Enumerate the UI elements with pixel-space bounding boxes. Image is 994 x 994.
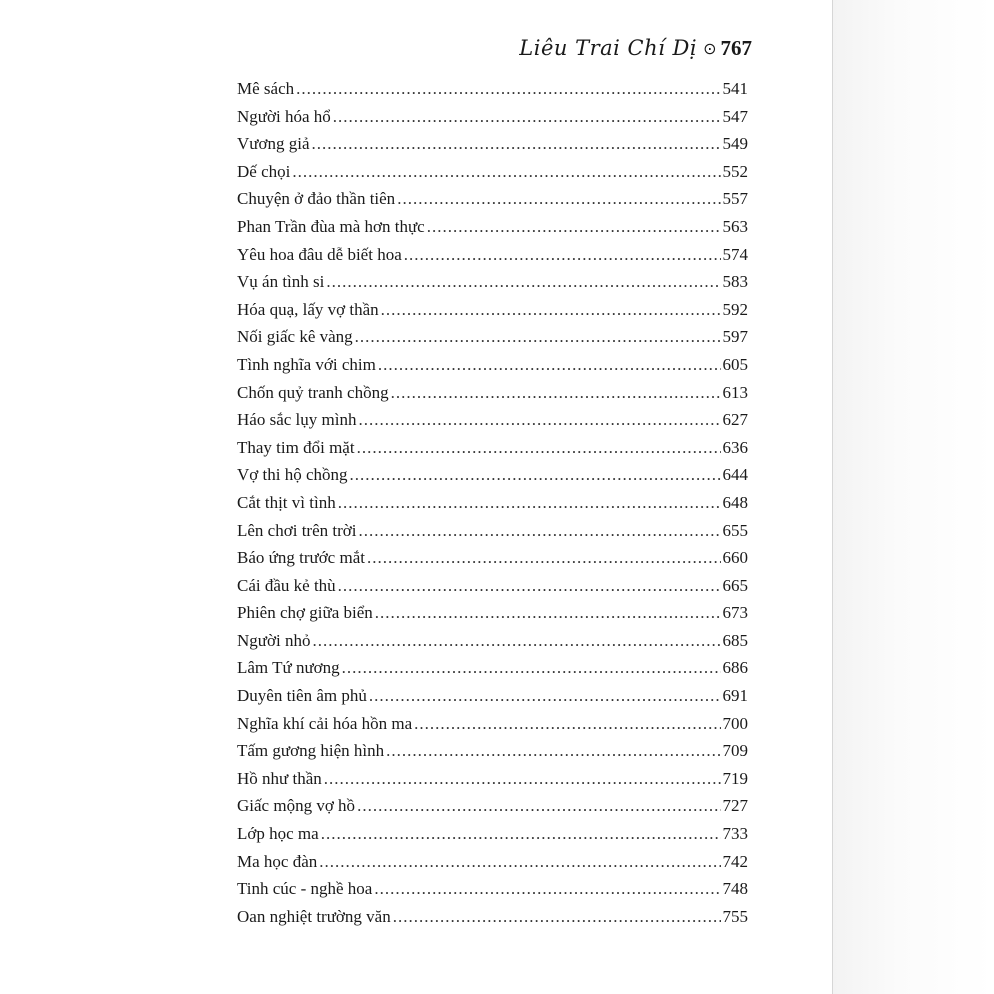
toc-entry-title: Cái đầu kẻ thù [237, 575, 336, 595]
toc-entry-page: 597 [722, 327, 748, 347]
toc-entry [237, 796, 748, 824]
toc-leader-dots [358, 521, 720, 541]
toc-entry-title: Háo sắc lụy mình [237, 410, 357, 430]
toc-entry-title: Dế chọi [237, 161, 291, 181]
toc-entry [237, 493, 748, 521]
toc-entry-title: Phan Trần đùa mà hơn thực [237, 216, 425, 236]
toc-entry-page: 755 [722, 906, 748, 926]
toc-leader-dots [358, 410, 720, 430]
toc-leader-dots [312, 631, 720, 651]
toc-entry-title: Duyên tiên âm phủ [237, 686, 367, 706]
toc-entry-title: Ma học đàn [237, 851, 318, 871]
toc-entry [237, 686, 748, 714]
toc-entry [237, 852, 748, 880]
toc-entry-page: 605 [722, 354, 748, 374]
toc-entry-title: Vương giả [237, 134, 310, 154]
toc-entry [237, 576, 748, 604]
toc-entry [237, 769, 748, 797]
toc-entry-title: Tình nghĩa với chim [237, 354, 376, 374]
toc-leader-dots [355, 327, 721, 347]
toc-entry-page: 552 [722, 161, 748, 181]
toc-entry-page: 719 [722, 768, 748, 788]
toc-entry-title: Chuyện ở đảo thần tiên [237, 189, 396, 209]
toc-entry-page: 541 [722, 79, 748, 98]
toc-entry-title: Nối giấc kê vàng [237, 327, 353, 347]
toc-entry-page: 748 [722, 879, 748, 899]
toc-entry-page: 613 [722, 382, 748, 402]
toc-entry [237, 327, 748, 355]
toc-leader-dots [357, 796, 720, 816]
toc-entry-title: Nghĩa khí cải hóa hồn ma [237, 713, 413, 733]
toc-entry [237, 217, 748, 245]
toc-leader-dots [381, 300, 721, 320]
toc-entry-title: Thay tim đổi mặt [237, 437, 355, 457]
toc-leader-dots [357, 438, 721, 458]
toc-entry-page: 733 [722, 824, 748, 844]
toc-entry [237, 355, 748, 383]
toc-entry-page: 644 [722, 465, 748, 485]
toc-leader-dots [319, 852, 720, 872]
toc-leader-dots [333, 107, 721, 127]
toc-entry-title: Lớp học ma [237, 824, 319, 844]
toc-entry-title: Hóa quạ, lấy vợ thần [237, 299, 379, 319]
toc-entry-title: Oan nghiệt trường văn [237, 906, 391, 926]
toc-entry-title: Tinh cúc - nghề hoa [237, 879, 373, 899]
toc-entry-title: Người nhỏ [237, 630, 311, 650]
header-page-number: 767 [720, 36, 752, 60]
toc-leader-dots [342, 658, 721, 678]
toc-entry-title: Chốn quỷ tranh chồng [237, 382, 389, 402]
toc-entry-title: Phiên chợ giữa biển [237, 603, 373, 623]
toc-entry-title: Mê sách [237, 79, 295, 98]
toc-leader-dots [393, 907, 721, 927]
toc-leader-dots [367, 548, 721, 568]
toc-entry-page: 547 [722, 106, 748, 126]
toc-entry-title: Báo ứng trước mắt [237, 548, 365, 568]
toc-entry-title: Tấm gương hiện hình [237, 741, 385, 761]
toc-entry [237, 272, 748, 300]
toc-leader-dots [324, 769, 721, 789]
toc-leader-dots [338, 493, 721, 513]
toc-entry-title: Giấc mộng vợ hồ [237, 796, 356, 816]
toc-leader-dots [378, 355, 721, 375]
toc-entry [237, 548, 748, 576]
toc-entry [237, 907, 748, 935]
toc-entry-title: Hồ như thần [237, 768, 322, 788]
toc-entry [237, 603, 748, 631]
toc-entry-page: 592 [722, 299, 748, 319]
toc-leader-dots [292, 162, 720, 182]
toc-entry [237, 300, 748, 328]
toc-leader-dots [374, 879, 720, 899]
toc-leader-dots [397, 189, 720, 209]
header-separator-icon: ⊙ [703, 39, 717, 58]
toc-leader-dots [375, 603, 721, 623]
toc-entry [237, 79, 748, 107]
toc-entry [237, 410, 748, 438]
toc-entry [237, 162, 748, 190]
toc-leader-dots [338, 576, 721, 596]
toc-entry [237, 879, 748, 907]
toc-leader-dots [369, 686, 721, 706]
toc-leader-dots [312, 134, 721, 154]
table-of-contents [237, 79, 748, 934]
toc-entry-page: 700 [722, 713, 748, 733]
toc-entry [237, 189, 748, 217]
toc-entry [237, 465, 748, 493]
running-header [500, 36, 752, 61]
toc-entry [237, 741, 748, 769]
toc-entry-page: 636 [722, 437, 748, 457]
toc-entry-page: 727 [722, 796, 748, 816]
toc-entry-page: 673 [722, 603, 748, 623]
toc-entry [237, 658, 748, 686]
toc-entry-page: 574 [722, 244, 748, 264]
toc-leader-dots [350, 465, 721, 485]
toc-leader-dots [427, 217, 721, 237]
toc-entry-page: 648 [722, 492, 748, 512]
toc-entry-page: 627 [722, 410, 748, 430]
toc-entry-page: 686 [722, 658, 748, 678]
toc-entry-title: Lên chơi trên trời [237, 520, 357, 540]
toc-entry-page: 660 [722, 548, 748, 568]
toc-entry-page: 655 [722, 520, 748, 540]
toc-entry-page: 742 [722, 851, 748, 871]
toc-leader-dots [326, 272, 720, 292]
toc-entry-title: Lâm Tứ nương [237, 658, 340, 678]
toc-entry-page: 709 [722, 741, 748, 761]
toc-leader-dots [391, 383, 721, 403]
toc-leader-dots [321, 824, 721, 844]
toc-entry-page: 549 [722, 134, 748, 154]
toc-leader-dots [404, 245, 721, 265]
toc-entry-page: 665 [722, 575, 748, 595]
toc-entry [237, 438, 748, 466]
page-edge-shade [833, 0, 994, 994]
toc-entry-page: 685 [722, 630, 748, 650]
toc-entry [237, 383, 748, 411]
toc-leader-dots [414, 714, 720, 734]
toc-entry [237, 245, 748, 273]
toc-entry [237, 107, 748, 135]
toc-entry-page: 563 [722, 216, 748, 236]
toc-entry-title: Yêu hoa đâu dễ biết hoa [237, 244, 402, 264]
toc-entry [237, 714, 748, 742]
toc-entry-page: 691 [722, 686, 748, 706]
header-book-title: Liêu Trai Chí Dị [519, 36, 698, 60]
toc-entry-title: Vợ thi hộ chồng [237, 465, 348, 485]
toc-leader-dots [386, 741, 720, 761]
toc-entry-page: 557 [722, 189, 748, 209]
toc-entry [237, 521, 748, 549]
toc-entry [237, 134, 748, 162]
toc-entry-title: Vụ án tình si [237, 272, 325, 292]
toc-entry-title: Người hóa hổ [237, 106, 331, 126]
toc-entry [237, 824, 748, 852]
toc-entry-title: Cắt thịt vì tình [237, 492, 336, 512]
toc-leader-dots [296, 79, 720, 99]
toc-entry-page: 583 [722, 272, 748, 292]
toc-entry [237, 631, 748, 659]
